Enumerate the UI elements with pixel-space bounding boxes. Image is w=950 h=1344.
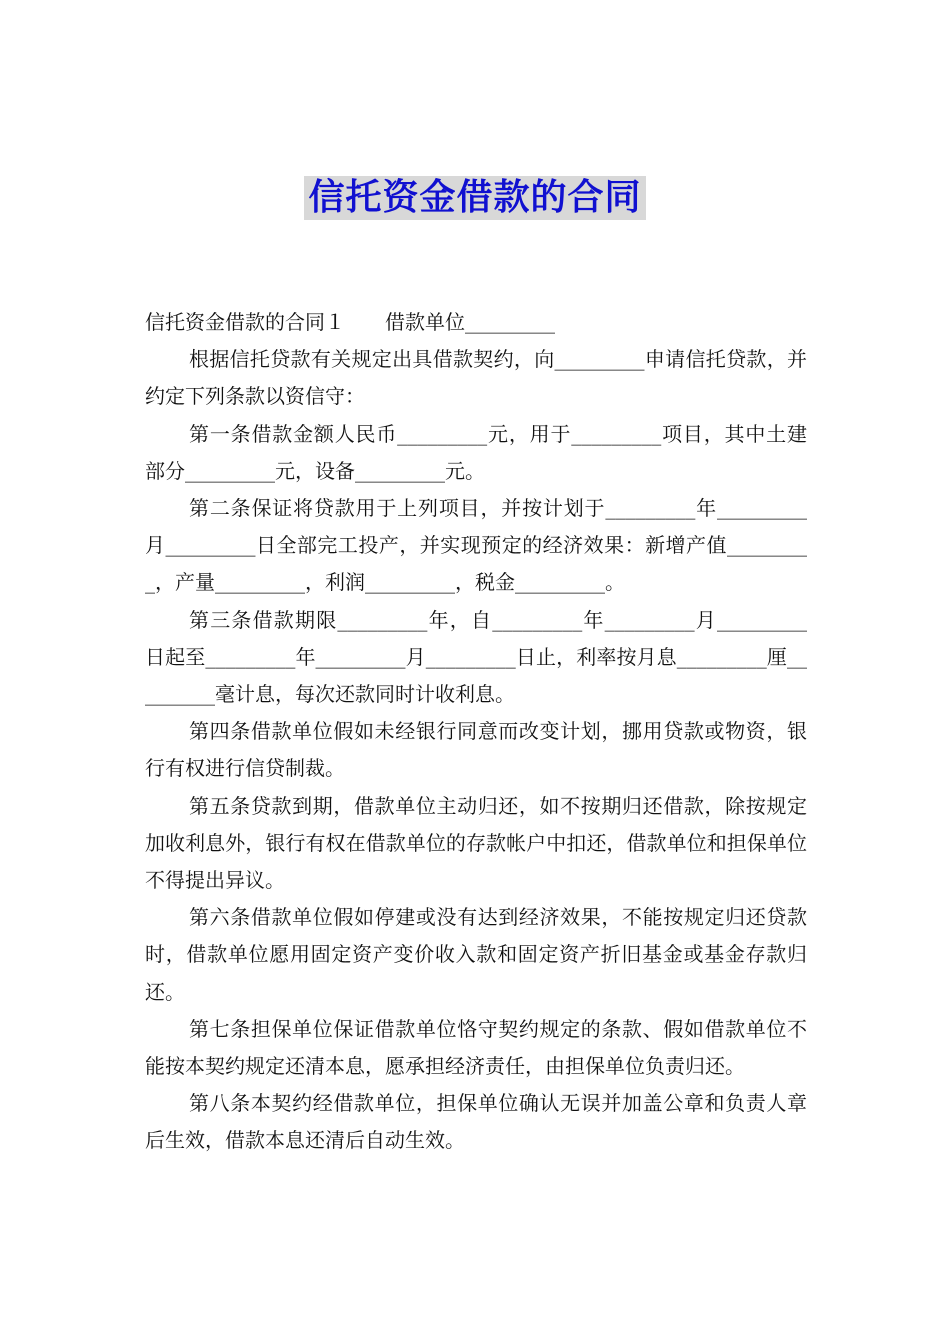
- paragraph-article-1: 第一条借款金额人民币_________元，用于_________项目，其中土建部分_________元，设备_________元。: [145, 421, 807, 483]
- paragraph-article-4: 第四条借款单位假如未经银行同意而改变计划，挪用贷款或物资，银行有权进行信贷制裁。: [145, 719, 807, 781]
- paragraph-article-7: 第七条担保单位保证借款单位恪守契约规定的条款、假如借款单位不能按本契约规定还清本息，愿承担经济责任，由担保单位负责归还。: [145, 1016, 807, 1079]
- contract-name: 信托资金借款的合同１: [145, 310, 345, 334]
- paragraph-article-5: 第五条贷款到期，借款单位主动归还，如不按期归还借款，除按规定加收利息外，银行有权在借款单位的存款帐户中扣还，借款单位和担保单位不得提出异议。: [145, 793, 807, 893]
- paragraph-article-8: 第八条本契约经借款单位，担保单位确认无误并加盖公章和负责人章后生效，借款本息还清后自动生效。: [145, 1091, 807, 1153]
- paragraph-article-2: 第二条保证将贷款用于上列项目，并按计划于_________年_________月_________日全部完工投产，并实现预定的经济效果：新增产值_________，产量_________，利润_________，税金_________。: [145, 496, 807, 595]
- borrower-field: 借款单位_________: [385, 310, 555, 334]
- document-title: 信托资金借款的合同: [304, 176, 645, 220]
- paragraph-preamble: 根据信托贷款有关规定出具借款契约，向_________申请信托贷款，并约定下列条款以资信守：: [145, 347, 807, 409]
- title-container: [0, 176, 950, 220]
- document-body: [145, 304, 807, 1160]
- paragraph-article-6: 第六条借款单位假如停建或没有达到经济效果，不能按规定归还贷款时，借款单位愿用固定资产变价收入款和固定资产折旧基金或基金存款归还。: [145, 905, 807, 1004]
- heading-line: [145, 304, 807, 341]
- paragraph-article-3: 第三条借款期限_________年，自_________年_________月_________日起至_________年_________月_________日止，利率按月息_________厘_________毫计息，每次还款同时计收利息。: [145, 607, 807, 707]
